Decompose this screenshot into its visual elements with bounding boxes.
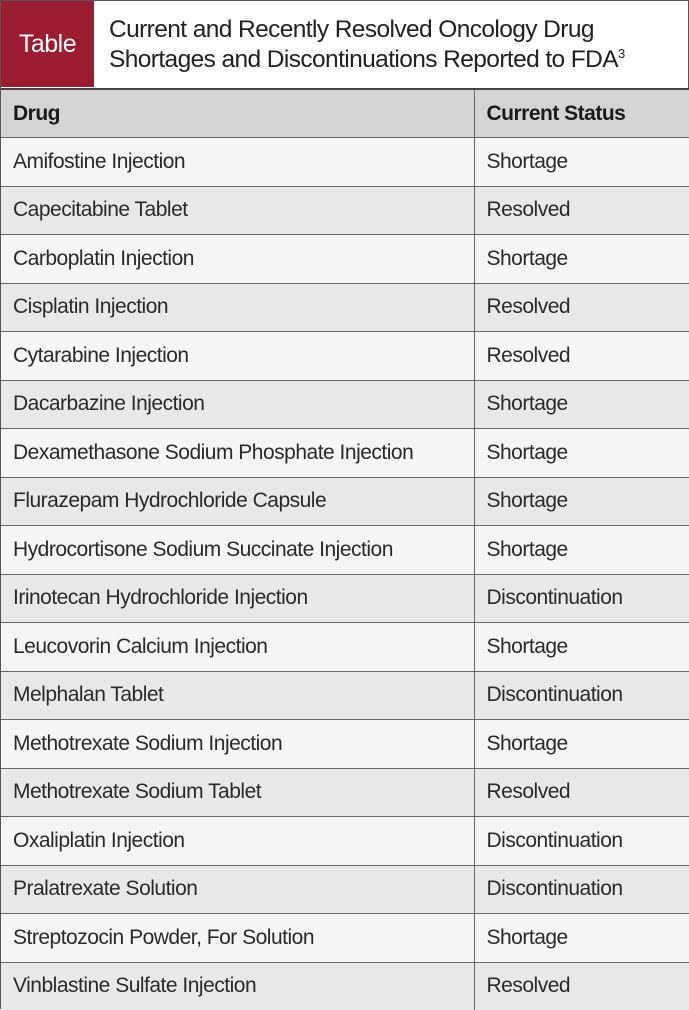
drug-cell: Cisplatin Injection — [1, 283, 474, 332]
status-cell: Discontinuation — [474, 671, 689, 720]
drug-cell: Oxaliplatin Injection — [1, 817, 474, 866]
table-row — [1, 477, 689, 526]
table-title-superscript: 3 — [618, 46, 625, 61]
drug-cell: Amifostine Injection — [1, 138, 474, 187]
table-header — [1, 1, 688, 87]
status-cell: Resolved — [474, 332, 689, 381]
table-row — [1, 914, 689, 963]
drug-cell: Capecitabine Tablet — [1, 186, 474, 235]
drug-cell: Irinotecan Hydrochloride Injection — [1, 574, 474, 623]
table-row — [1, 865, 689, 914]
table-row — [1, 283, 689, 332]
table-row — [1, 671, 689, 720]
drug-shortage-table — [1, 88, 689, 1010]
column-header-drug: Drug — [1, 89, 474, 138]
drug-cell: Vinblastine Sulfate Injection — [1, 962, 474, 1010]
status-cell: Shortage — [474, 526, 689, 575]
table-label: Table — [19, 30, 76, 59]
drug-cell: Carboplatin Injection — [1, 235, 474, 284]
table-header-row — [1, 89, 689, 138]
drug-cell: Leucovorin Calcium Injection — [1, 623, 474, 672]
table-label-box — [1, 1, 94, 87]
table-row — [1, 332, 689, 381]
table-row — [1, 720, 689, 769]
column-header-status: Current Status — [474, 89, 689, 138]
status-cell: Resolved — [474, 768, 689, 817]
status-cell: Discontinuation — [474, 574, 689, 623]
status-cell: Shortage — [474, 477, 689, 526]
table-row — [1, 962, 689, 1010]
table-row — [1, 138, 689, 187]
status-cell: Shortage — [474, 914, 689, 963]
table-body — [1, 138, 689, 1010]
table-row — [1, 380, 689, 429]
drug-cell: Methotrexate Sodium Injection — [1, 720, 474, 769]
drug-cell: Melphalan Tablet — [1, 671, 474, 720]
status-cell: Resolved — [474, 186, 689, 235]
drug-cell: Methotrexate Sodium Tablet — [1, 768, 474, 817]
drug-cell: Hydrocortisone Sodium Succinate Injection — [1, 526, 474, 575]
table-row — [1, 429, 689, 478]
table-row — [1, 526, 689, 575]
table-row — [1, 235, 689, 284]
status-cell: Resolved — [474, 283, 689, 332]
status-cell: Shortage — [474, 429, 689, 478]
drug-cell: Flurazepam Hydrochloride Capsule — [1, 477, 474, 526]
table-title — [109, 15, 679, 75]
status-cell: Discontinuation — [474, 817, 689, 866]
table-row — [1, 817, 689, 866]
status-cell: Resolved — [474, 962, 689, 1010]
table-row — [1, 623, 689, 672]
status-cell: Shortage — [474, 235, 689, 284]
status-cell: Discontinuation — [474, 865, 689, 914]
table-title-text: Current and Recently Resolved Oncology Drug Shortages and Discontinuations Reported to FDA — [109, 16, 618, 73]
drug-cell: Streptozocin Powder, For Solution — [1, 914, 474, 963]
status-cell: Shortage — [474, 720, 689, 769]
drug-cell: Dacarbazine Injection — [1, 380, 474, 429]
status-cell: Shortage — [474, 138, 689, 187]
drug-cell: Cytarabine Injection — [1, 332, 474, 381]
table-row — [1, 186, 689, 235]
drug-cell: Dexamethasone Sodium Phosphate Injection — [1, 429, 474, 478]
table-row — [1, 768, 689, 817]
status-cell: Shortage — [474, 623, 689, 672]
drug-cell: Pralatrexate Solution — [1, 865, 474, 914]
table-row — [1, 574, 689, 623]
status-cell: Shortage — [474, 380, 689, 429]
